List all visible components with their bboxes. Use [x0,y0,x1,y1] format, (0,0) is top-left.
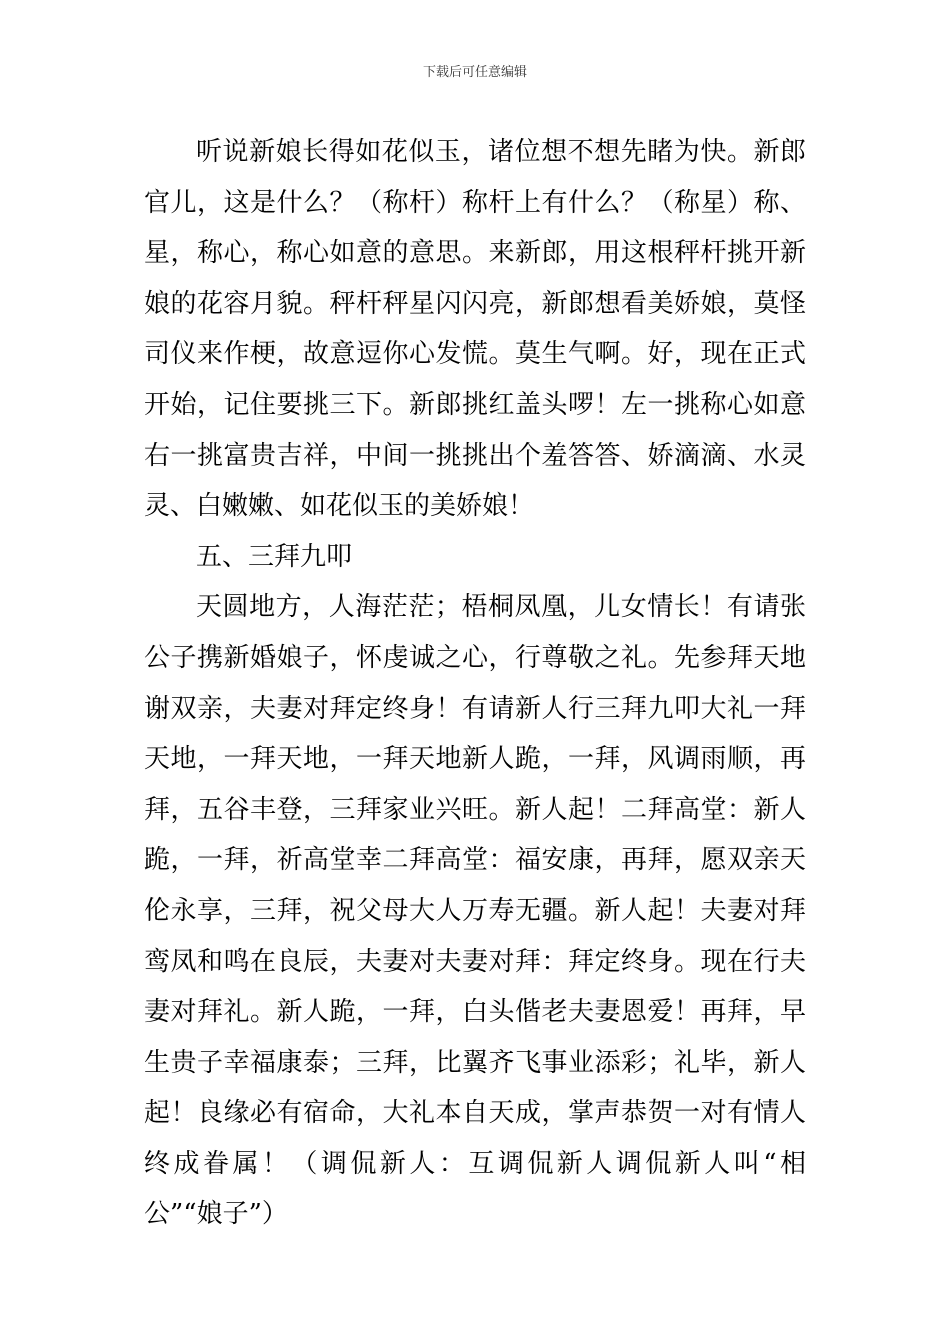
section-heading-three-bows: 五、三拜九叩 [196,541,353,572]
paragraph-veil-lifting: 听说新娘长得如花似玉，诸位想不想先睹为快。新郎官儿，这是什么？（称杆）称杆上有什么？（称星）称、星，称心，称心如意的意思。来新郎，用这根秤杆挑开新娘的花容月貌。秤杆秤星闪闪亮，新郎想看美娇娘，莫怪司仪来作梗，故意逗你心发慌。莫生气啊。好，现在正式开始，记住要挑三下。新郎挑红盖头啰！左一挑称心如意右一挑富贵吉祥，中间一挑挑出个羞答答、娇滴滴、水灵灵、白嫩嫩、如花似玉的美娇娘！ [144,137,806,522]
header-note: 下载后可任意编辑 [422,65,527,80]
document-body [144,127,806,1240]
paragraph-three-bows: 天圆地方，人海茫茫；梧桐凤凰，儿女情长！有请张公子携新婚娘子，怀虔诚之心，行尊敬之礼。先参拜天地谢双亲，夫妻对拜定终身！有请新人行三拜九叩大礼一拜天地，一拜天地，一拜天地新人跪，一拜，风调雨顺，再拜，五谷丰登，三拜家业兴旺。新人起！二拜高堂：新人跪，一拜，祈高堂幸二拜高堂：福安康，再拜，愿双亲天伦永享，三拜，祝父母大人万寿无疆。新人起！夫妻对拜鸾凤和鸣在良辰，夫妻对夫妻对拜：拜定终身。现在行夫妻对拜礼。新人跪，一拜，白头偕老夫妻恩爱！再拜，早生贵子幸福康泰；三拜，比翼齐飞事业添彩；礼毕，新人起！良缘必有宿命，大礼本自天成，掌声恭贺一对有情人终成眷属！（调侃新人：互调侃新人调侃新人叫“相公”“娘子”） [144,592,806,1230]
